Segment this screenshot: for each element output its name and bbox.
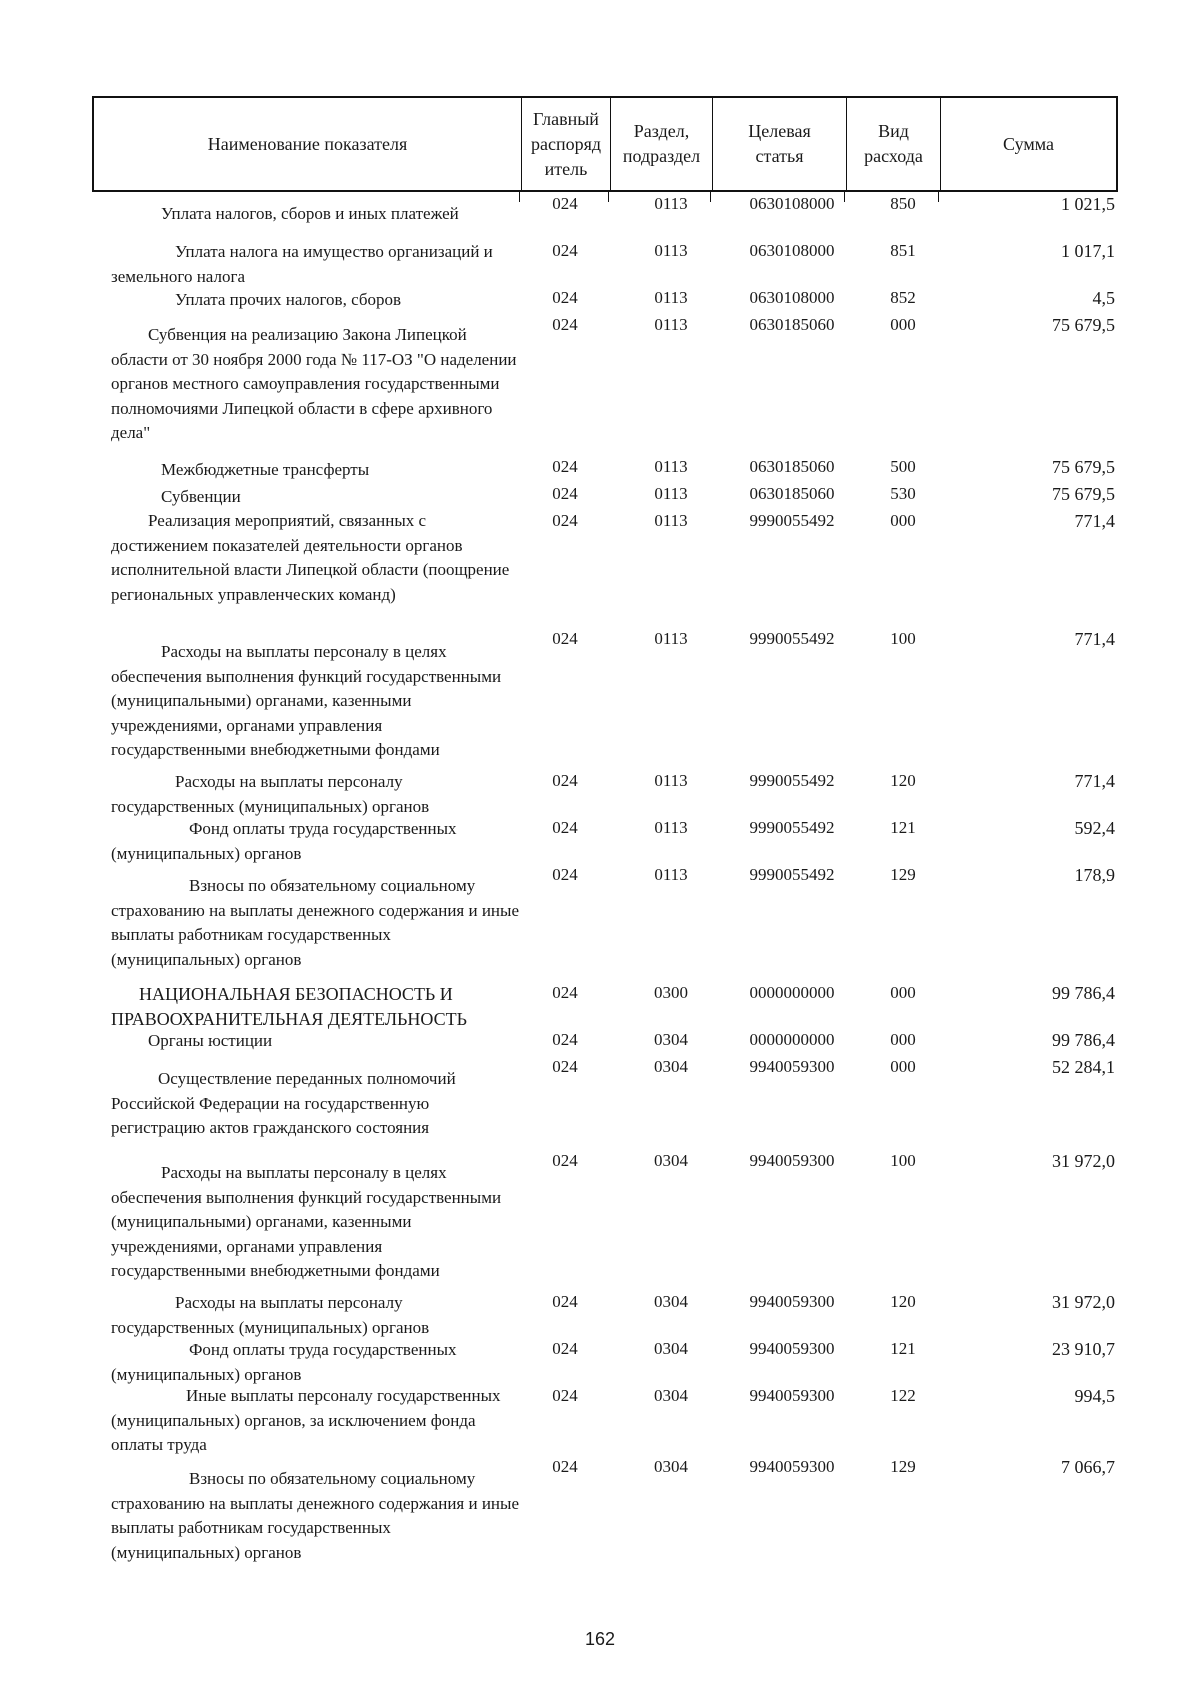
row-gr: 024 bbox=[552, 241, 578, 260]
row-type: 000 bbox=[890, 983, 916, 1002]
row-target: 9940059300 bbox=[749, 1057, 835, 1076]
row-section: 0304 bbox=[654, 1151, 688, 1170]
row-sum: 771,4 bbox=[1074, 629, 1115, 649]
row-section: 0113 bbox=[654, 315, 688, 334]
row-name: Межбюджетные трансферты bbox=[161, 460, 370, 479]
row-type: 000 bbox=[890, 1057, 916, 1076]
row-gr: 024 bbox=[552, 1030, 578, 1049]
row-name: Расходы на выплаты персоналу государственных (муниципальных) органов bbox=[111, 1293, 430, 1337]
row-gr: 024 bbox=[552, 1339, 578, 1358]
row-gr: 024 bbox=[552, 1057, 578, 1076]
row-gr: 024 bbox=[552, 1151, 578, 1170]
header-section bbox=[610, 98, 712, 190]
row-target: 0000000000 bbox=[749, 983, 835, 1002]
row-type: 851 bbox=[890, 241, 916, 260]
row-name: Реализация мероприятий, связанных с достижением показателей деятельности органов исполнительной власти Липецкой области (поощрение региональных управленческих команд) bbox=[111, 511, 510, 604]
row-target: 0630108000 bbox=[749, 241, 835, 260]
row-target: 0630108000 bbox=[749, 288, 835, 307]
row-name: Расходы на выплаты персоналу государственных (муниципальных) органов bbox=[111, 772, 430, 816]
column-rule bbox=[519, 192, 520, 202]
row-type: 850 bbox=[890, 194, 916, 213]
row-gr: 024 bbox=[552, 194, 578, 213]
row-name: НАЦИОНАЛЬНАЯ БЕЗОПАСНОСТЬ И ПРАВООХРАНИТЕЛЬНАЯ ДЕЯТЕЛЬНОСТЬ bbox=[111, 984, 467, 1029]
row-target: 9990055492 bbox=[749, 629, 835, 648]
row-target: 0000000000 bbox=[749, 1030, 835, 1049]
row-target: 0630185060 bbox=[749, 457, 835, 476]
row-target: 0630108000 bbox=[749, 194, 835, 213]
header-expense-type bbox=[846, 98, 940, 190]
row-section: 0113 bbox=[654, 288, 688, 307]
row-type: 100 bbox=[890, 629, 916, 648]
row-sum: 75 679,5 bbox=[1052, 457, 1115, 477]
column-rule bbox=[710, 192, 711, 202]
row-sum: 771,4 bbox=[1074, 771, 1115, 791]
row-type: 121 bbox=[890, 1339, 916, 1358]
row-type: 129 bbox=[890, 1457, 916, 1476]
table-header bbox=[92, 96, 1118, 192]
row-section: 0304 bbox=[654, 1292, 688, 1311]
row-type: 500 bbox=[890, 457, 916, 476]
column-rule bbox=[938, 192, 939, 202]
header-name bbox=[94, 98, 521, 190]
row-target: 9940059300 bbox=[749, 1386, 835, 1405]
row-type: 129 bbox=[890, 865, 916, 884]
row-sum: 99 786,4 bbox=[1052, 1030, 1115, 1050]
row-sum: 31 972,0 bbox=[1052, 1151, 1115, 1171]
row-sum: 994,5 bbox=[1074, 1386, 1115, 1406]
row-name: Иные выплаты персоналу государственных (муниципальных) органов, за исключением фонда оплаты труда bbox=[111, 1386, 501, 1454]
header-target-line-1: Целевая bbox=[748, 121, 811, 141]
row-sum: 1 017,1 bbox=[1061, 241, 1115, 261]
header-target bbox=[712, 98, 846, 190]
row-target: 9990055492 bbox=[749, 511, 835, 530]
row-type: 000 bbox=[890, 511, 916, 530]
row-gr: 024 bbox=[552, 484, 578, 503]
row-name: Уплата налога на имущество организаций и земельного налога bbox=[111, 242, 493, 286]
row-section: 0304 bbox=[654, 1057, 688, 1076]
row-section: 0113 bbox=[654, 194, 688, 213]
row-type: 000 bbox=[890, 1030, 916, 1049]
row-target: 9990055492 bbox=[749, 771, 835, 790]
row-section: 0304 bbox=[654, 1386, 688, 1405]
row-target: 0630185060 bbox=[749, 315, 835, 334]
row-type: 120 bbox=[890, 771, 916, 790]
row-name: Уплата налогов, сборов и иных платежей bbox=[161, 204, 459, 223]
row-name: Расходы на выплаты персоналу в целях обеспечения выполнения функций государственными (муниципальными) органами, казенными учреждениями, органами управления государственными внебюджетными фондами bbox=[111, 642, 502, 759]
row-sum: 7 066,7 bbox=[1061, 1457, 1115, 1477]
row-name: Субвенция на реализацию Закона Липецкой области от 30 ноября 2000 года № 117-ОЗ "О наделении органов местного самоуправления государственными полномочиями Липецкой области в сфере архивного дела" bbox=[111, 325, 517, 442]
row-gr: 024 bbox=[552, 315, 578, 334]
header-target-line-2: статья bbox=[755, 146, 804, 166]
row-gr: 024 bbox=[552, 865, 578, 884]
row-target: 9940059300 bbox=[749, 1292, 835, 1311]
row-gr: 024 bbox=[552, 629, 578, 648]
row-section: 0113 bbox=[654, 457, 688, 476]
row-type: 530 bbox=[890, 484, 916, 503]
header-section-line-2: подраздел bbox=[622, 146, 701, 166]
row-type: 121 bbox=[890, 818, 916, 837]
row-gr: 024 bbox=[552, 983, 578, 1002]
row-sum: 31 972,0 bbox=[1052, 1292, 1115, 1312]
row-sum: 592,4 bbox=[1074, 818, 1115, 838]
row-gr: 024 bbox=[552, 1457, 578, 1476]
row-section: 0304 bbox=[654, 1339, 688, 1358]
row-section: 0113 bbox=[654, 241, 688, 260]
row-gr: 024 bbox=[552, 1386, 578, 1405]
row-section: 0113 bbox=[654, 484, 688, 503]
row-section: 0304 bbox=[654, 1030, 688, 1049]
row-section: 0113 bbox=[654, 511, 688, 530]
row-name: Субвенции bbox=[161, 487, 241, 506]
row-sum: 75 679,5 bbox=[1052, 484, 1115, 504]
row-gr: 024 bbox=[552, 818, 578, 837]
row-type: 100 bbox=[890, 1151, 916, 1170]
row-gr: 024 bbox=[552, 457, 578, 476]
header-name-text: Наименование показателя bbox=[207, 133, 408, 154]
header-type-line-1: Вид bbox=[878, 121, 909, 141]
row-name: Взносы по обязательному социальному страхованию на выплаты денежного содержания и иные выплаты работникам государственных (муниципальных) органов bbox=[111, 876, 519, 969]
row-gr: 024 bbox=[552, 771, 578, 790]
row-sum: 1 021,5 bbox=[1061, 194, 1115, 214]
row-sum: 4,5 bbox=[1092, 288, 1115, 308]
row-name: Расходы на выплаты персоналу в целях обеспечения выполнения функций государственными (муниципальными) органами, казенными учреждениями, органами управления государственными внебюджетными фондами bbox=[111, 1163, 502, 1280]
row-sum: 178,9 bbox=[1074, 865, 1115, 885]
header-gr-line-3: итель bbox=[544, 158, 588, 179]
row-sum: 99 786,4 bbox=[1052, 983, 1115, 1003]
row-target: 9940059300 bbox=[749, 1339, 835, 1358]
row-sum: 771,4 bbox=[1074, 511, 1115, 531]
row-name: Фонд оплаты труда государственных (муниципальных) органов bbox=[111, 1340, 457, 1384]
row-target: 9990055492 bbox=[749, 818, 835, 837]
header-type-line-2: расхода bbox=[864, 146, 923, 166]
header-main-manager bbox=[521, 98, 610, 190]
row-name: Уплата прочих налогов, сборов bbox=[175, 290, 401, 309]
row-target: 9940059300 bbox=[749, 1151, 835, 1170]
row-sum: 75 679,5 bbox=[1052, 315, 1115, 335]
row-name: Органы юстиции bbox=[148, 1031, 273, 1050]
header-section-line-1: Раздел, bbox=[633, 121, 690, 141]
header-sum-text: Сумма bbox=[1003, 133, 1054, 154]
row-name: Осуществление переданных полномочий Российской Федерации на государственную регистрацию актов гражданского состояния bbox=[111, 1069, 456, 1137]
row-sum: 52 284,1 bbox=[1052, 1057, 1115, 1077]
row-type: 120 bbox=[890, 1292, 916, 1311]
row-type: 000 bbox=[890, 315, 916, 334]
row-sum: 23 910,7 bbox=[1052, 1339, 1115, 1359]
row-gr: 024 bbox=[552, 288, 578, 307]
header-sum bbox=[940, 98, 1116, 190]
header-gr-line-1: Главный bbox=[533, 108, 599, 129]
row-section: 0113 bbox=[654, 818, 688, 837]
row-target: 9990055492 bbox=[749, 865, 835, 884]
row-name: Фонд оплаты труда государственных (муниципальных) органов bbox=[111, 819, 457, 863]
row-section: 0304 bbox=[654, 1457, 688, 1476]
row-type: 122 bbox=[890, 1386, 916, 1405]
row-target: 9940059300 bbox=[749, 1457, 835, 1476]
page-number: 162 bbox=[584, 1629, 616, 1649]
row-target: 0630185060 bbox=[749, 484, 835, 503]
header-gr-line-2: распоряд bbox=[530, 133, 602, 154]
row-name: Взносы по обязательному социальному страхованию на выплаты денежного содержания и иные выплаты работникам государственных (муниципальных) органов bbox=[111, 1469, 519, 1562]
row-gr: 024 bbox=[552, 511, 578, 530]
row-section: 0113 bbox=[654, 865, 688, 884]
row-section: 0113 bbox=[654, 771, 688, 790]
row-type: 852 bbox=[890, 288, 916, 307]
row-section: 0113 bbox=[654, 629, 688, 648]
row-section: 0300 bbox=[654, 983, 688, 1002]
column-rule bbox=[608, 192, 609, 202]
row-gr: 024 bbox=[552, 1292, 578, 1311]
